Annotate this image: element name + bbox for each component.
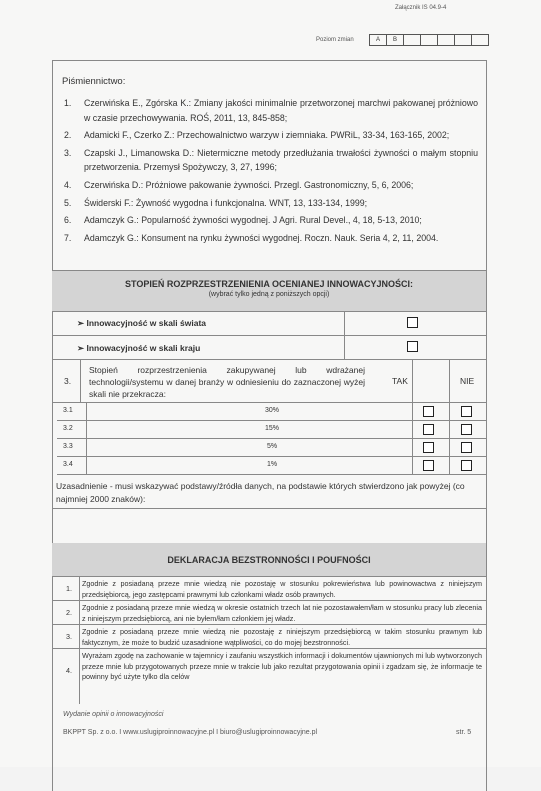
reference-item: 1. Czerwińska E., Zgórska K.: Zmiany jakości minimalnie przetworzonej marchwi pakowanej próżniowo w czasie przechowywania. ROŚ, 2011, 13, 845-858; <box>64 98 478 123</box>
row-number: 4. <box>66 666 72 675</box>
no-header: NIE <box>460 376 475 386</box>
threshold-row <box>57 403 486 421</box>
innovation-subtitle: (wybrać tylko jedną z poniższych opcji) <box>208 291 330 298</box>
row-number: 3. <box>66 632 72 641</box>
divider <box>344 311 345 359</box>
declaration-text: Wyrażam zgodę na zachowanie w tajemnicy i zaufaniu wszystkich informacji i dokumentów ujawnionych mi lub wytworzonych przeze mnie lub przygotowanych przeze mnie w trakcie lub jako rezultat przygotowania opinii i zgadzam się, że informacje te powinny być użyte tylko dla celów <box>82 651 482 681</box>
row-number: 3.2 <box>63 425 73 432</box>
reference-item: 4. Czerwińska D.: Próżniowe pakowanie żywności. Przegl. Gastronomiczny, 5, 6, 2006; <box>64 179 414 190</box>
declaration-row <box>52 577 486 601</box>
no-checkbox[interactable] <box>461 406 472 417</box>
yes-checkbox[interactable] <box>423 442 434 453</box>
level-label: Poziom zmian <box>316 37 354 43</box>
reference-item: 7. Adamczyk G.: Konsument na rynku żywności wygodnej. Roczn. Nauk. Seria 4, 2, 11, 2004. <box>64 232 439 243</box>
divider <box>80 360 81 403</box>
row-value: 5% <box>266 443 278 450</box>
row-value: 30% <box>264 407 279 414</box>
no-checkbox[interactable] <box>461 424 472 435</box>
footer-company: BKPPT Sp. z o.o. I www.uslugiproinnowacyjne.pl I biuro@uslugiproinnowacyjne.pl <box>63 729 318 736</box>
declaration-text: Zgodnie z posiadaną przeze mnie wiedzą nie pozostaję w stosunku pokrewieństwa lub powinowactwa z niniejszym przedsiębiorcą, jego zastępcami prawnymi lub członkami władz osób prawnych. <box>82 579 482 599</box>
yes-header: TAK <box>392 376 408 386</box>
declaration-section-header <box>52 543 486 577</box>
yes-checkbox[interactable] <box>423 424 434 435</box>
reference-item: 3. Czapski J., Limanowska D.: Nietermiczne metody przedłużania trwałości żywności o małym stopniu przetworzenia. Przemysł Spożywczy, 3, 27, 1996; <box>64 147 478 173</box>
literature-title: Piśmiennictwo: <box>62 76 126 87</box>
justification-label: Uzasadnienie - musi wskazywać podstawy/źródła danych, na podstawie których stwierdzono jak powyżej (co najmniej 2000 znaków): <box>56 481 465 504</box>
literature-list <box>64 96 478 248</box>
innovation-section-header <box>52 270 486 312</box>
threshold-row <box>57 439 486 457</box>
level-box <box>421 35 438 45</box>
yes-checkbox[interactable] <box>423 406 434 417</box>
page-number: str. 5 <box>456 729 472 736</box>
declaration-title: DEKLARACJA BEZSTRONNOŚCI I POUFNOŚCI <box>167 555 371 565</box>
declaration-text: Zgodnie z posiadaną przeze mnie wiedzą w okresie ostatnich trzech lat nie pozostawałem/łam w stosunku pracy lub zlecenia z niniejszym przedsiębiorcą, ani nie byłem/łam członkiem jej władz. <box>82 603 482 623</box>
no-checkbox[interactable] <box>461 460 472 471</box>
question-number: 3. <box>64 376 72 386</box>
innovation-title: STOPIEŃ ROZPRZESTRZENIENIA OCENIANEJ INNOWACYJNOŚCI: <box>124 279 414 289</box>
divider <box>52 508 486 509</box>
world-scale-checkbox[interactable] <box>407 317 418 328</box>
level-box <box>404 35 421 45</box>
row-number: 1. <box>66 584 72 593</box>
country-scale-checkbox[interactable] <box>407 341 418 352</box>
no-checkbox[interactable] <box>461 442 472 453</box>
world-scale-label: ➢ Innowacyjność w skali świata <box>77 318 207 328</box>
justification-section <box>52 478 486 544</box>
question-3-row <box>52 360 486 403</box>
yes-checkbox[interactable] <box>423 460 434 471</box>
row-number: 2. <box>66 608 72 617</box>
row-number: 3.1 <box>63 407 73 414</box>
question-text: Stopień rozprzestrzenienia zakupywanej lub wdrażanej technologii/systemu w danej branży w odniesieniu do zaznaczonej wyżej skali nie przekracza: <box>89 365 365 399</box>
reference-item: 6. Adamczyk G.: Popularność żywności wygodnej. J Agri. Rural Devel., 4, 18, 5-13, 2010; <box>64 215 422 226</box>
row-value: 1% <box>266 461 278 468</box>
declaration-row <box>52 649 486 704</box>
level-box: B <box>387 35 404 45</box>
row-number: 3.4 <box>63 461 73 468</box>
reference-item: 5. Świderski F.: Żywność wygodna i funkcjonalna. WNT, 13, 133-134, 1999; <box>64 197 368 208</box>
threshold-row <box>57 421 486 439</box>
world-scale-row <box>52 311 486 336</box>
country-scale-label: ➢ Innowacyjność w skali kraju <box>77 343 201 353</box>
row-value: 15% <box>264 425 279 432</box>
reference-item: 2. Adamicki F., Czerko Z.: Przechowalnictwo warzyw i ziemniaka. PWRiL, 33-34, 163-165, 2002; <box>64 130 450 141</box>
divider <box>79 577 80 704</box>
level-box <box>438 35 455 45</box>
declaration-row <box>52 625 486 649</box>
declaration-text: Zgodnie z posiadaną przeze mnie wiedzą nie pozostaję z niniejszym przedsiębiorcą w takim stosunku prawnym lub faktycznym, że może to budzić uzasadnione wątpliwości, co do mojej bezstronności. <box>82 627 482 647</box>
row-number: 3.3 <box>63 443 73 450</box>
level-box: A <box>370 35 387 45</box>
level-box <box>455 35 472 45</box>
country-scale-row <box>52 336 486 360</box>
attachment-label: Załącznik IS 04.9-4 <box>395 5 447 11</box>
level-boxes <box>369 34 489 46</box>
footer-note: Wydanie opinii o innowacyjności <box>63 711 164 718</box>
threshold-row <box>57 457 486 475</box>
level-box <box>472 35 488 45</box>
declaration-row <box>52 601 486 625</box>
